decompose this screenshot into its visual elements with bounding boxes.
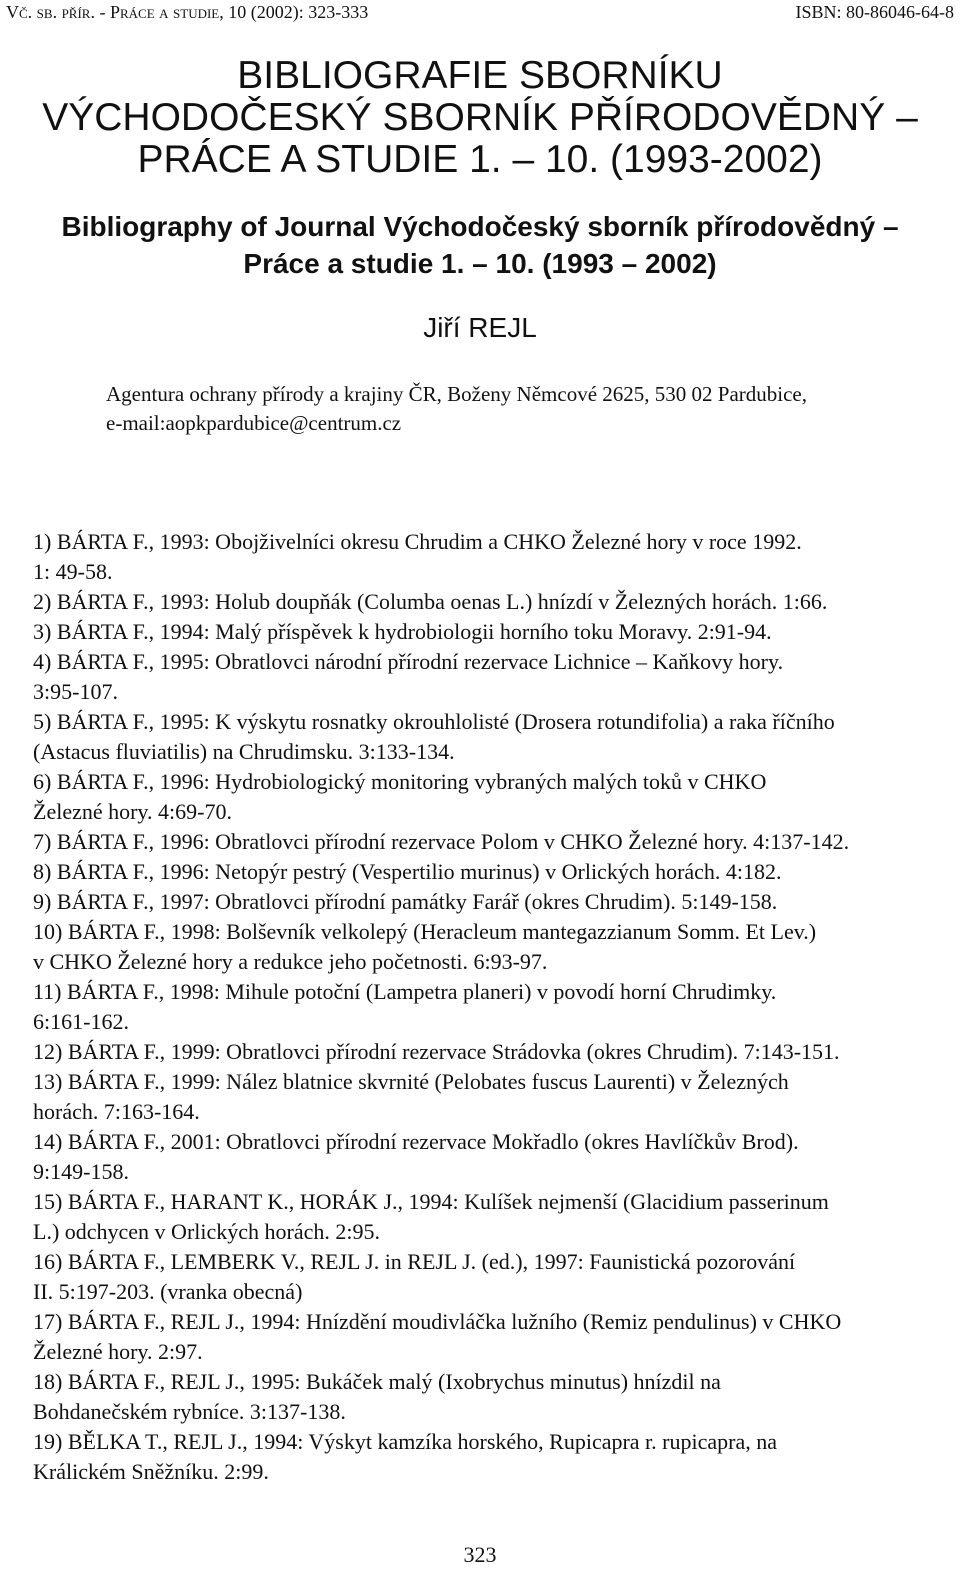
reference-entry [33, 1247, 957, 1307]
reference-continuation: 9:149-158. [33, 1159, 129, 1184]
reference-line: 3) BÁRTA F., 1994: Malý příspěvek k hydrobiologii horního toku Moravy. 2:91-94. [33, 619, 772, 644]
affiliation-line-1: Agentura ochrany přírody a krajiny ČR, Boženy Němcové 2625, 530 02 Pardubice, [106, 382, 807, 406]
running-head [0, 2, 960, 28]
english-title-line-2: Práce a studie 1. – 10. (1993 – 2002) [243, 248, 717, 279]
reference-line: 6) BÁRTA F., 1996: Hydrobiologický monitoring vybraných malých toků v CHKO [33, 769, 767, 794]
reference-line: 1) BÁRTA F., 1993: Obojživelníci okresu Chrudim a CHKO Železné hory v roce 1992. [33, 529, 802, 554]
reference-continuation: horách. 7:163-164. [33, 1099, 200, 1124]
czech-title [0, 55, 960, 181]
title-line-1: BIBLIOGRAFIE SBORNÍKU [237, 54, 723, 97]
journal-citation: Vč. sb. přír. - Práce a studie, 10 (2002): 323-333 [6, 2, 369, 22]
reference-entry [33, 857, 957, 887]
reference-line: 12) BÁRTA F., 1999: Obratlovci přírodní rezervace Strádovka (okres Chrudim). 7:143-151. [33, 1039, 840, 1064]
title-line-3: PRÁCE A STUDIE 1. – 10. (1993-2002) [137, 138, 823, 181]
reference-entry [33, 1367, 957, 1427]
reference-line: 16) BÁRTA F., LEMBERK V., REJL J. in REJL J. (ed.), 1997: Faunistická pozorování [33, 1249, 796, 1274]
reference-continuation: 1: 49-58. [33, 559, 113, 584]
reference-list [33, 527, 957, 1487]
reference-continuation: 6:161-162. [33, 1009, 129, 1034]
reference-entry [33, 917, 957, 977]
title-line-2: VÝCHODOČESKÝ SBORNÍK PŘÍRODOVĚDNÝ – [42, 96, 918, 139]
reference-line: 10) BÁRTA F., 1998: Bolševník velkolepý (Heracleum mantegazzianum Somm. Et Lev.) [33, 919, 817, 944]
reference-continuation: v CHKO Železné hory a redukce jeho početnosti. 6:93-97. [33, 949, 548, 974]
reference-entry [33, 647, 957, 707]
reference-entry [33, 887, 957, 917]
reference-entry [33, 1187, 957, 1247]
affiliation-line-2: e-mail:aopkpardubice@centrum.cz [106, 411, 402, 435]
affiliation [106, 380, 926, 438]
reference-entry [33, 767, 957, 827]
english-title-line-1: Bibliography of Journal Východočeský sborník přírodovědný – [61, 211, 899, 242]
reference-entry [33, 617, 957, 647]
reference-entry [33, 707, 957, 767]
reference-entry [33, 1067, 957, 1127]
reference-entry [33, 827, 957, 857]
reference-entry [33, 587, 957, 617]
reference-line: 17) BÁRTA F., REJL J., 1994: Hnízdění moudivláčka lužního (Remiz pendulinus) v CHKO [33, 1309, 842, 1334]
reference-line: 7) BÁRTA F., 1996: Obratlovci přírodní rezervace Polom v CHKO Železné hory. 4:137-142. [33, 829, 850, 854]
reference-continuation: Bohdanečském rybníce. 3:137-138. [33, 1399, 346, 1424]
reference-line: 9) BÁRTA F., 1997: Obratlovci přírodní památky Farář (okres Chrudim). 5:149-158. [33, 889, 778, 914]
reference-line: 19) BĚLKA T., REJL J., 1994: Výskyt kamzíka horského, Rupicapra r. rupicapra, na [33, 1429, 777, 1454]
reference-continuation: L.) odchycen v Orlických horách. 2:95. [33, 1219, 380, 1244]
page-number: 323 [463, 1542, 497, 1567]
reference-entry [33, 1307, 957, 1367]
isbn: ISBN: 80-86046-64-8 [795, 2, 954, 22]
reference-line: 13) BÁRTA F., 1999: Nález blatnice skvrnité (Pelobates fuscus Laurenti) v Železných [33, 1069, 789, 1094]
reference-continuation: Králickém Sněžníku. 2:99. [33, 1459, 269, 1484]
reference-continuation: 3:95-107. [33, 679, 118, 704]
reference-entry [33, 527, 957, 587]
reference-line: 14) BÁRTA F., 2001: Obratlovci přírodní rezervace Mokřadlo (okres Havlíčkův Brod). [33, 1129, 799, 1154]
reference-line: 5) BÁRTA F., 1995: K výskytu rosnatky okrouhlolisté (Drosera rotundifolia) a raka říčního [33, 709, 835, 734]
reference-line: 4) BÁRTA F., 1995: Obratlovci národní přírodní rezervace Lichnice – Kaňkovy hory. [33, 649, 784, 674]
reference-entry [33, 1127, 957, 1187]
reference-line: 18) BÁRTA F., REJL J., 1995: Bukáček malý (Ixobrychus minutus) hnízdil na [33, 1369, 721, 1394]
reference-continuation: (Astacus fluviatilis) na Chrudimsku. 3:133-134. [33, 739, 455, 764]
reference-line: 15) BÁRTA F., HARANT K., HORÁK J., 1994: Kulíšek nejmenší (Glacidium passerinum [33, 1189, 829, 1214]
english-title [0, 208, 960, 282]
reference-line: 11) BÁRTA F., 1998: Mihule potoční (Lampetra planeri) v povodí horní Chrudimky. [33, 979, 777, 1004]
reference-continuation: Železné hory. 4:69-70. [33, 799, 232, 824]
reference-entry [33, 977, 957, 1037]
reference-line: 2) BÁRTA F., 1993: Holub doupňák (Columba oenas L.) hnízdí v Železných horách. 1:66. [33, 589, 828, 614]
reference-entry [33, 1427, 957, 1487]
reference-line: 8) BÁRTA F., 1996: Netopýr pestrý (Vespertilio murinus) v Orlických horách. 4:182. [33, 859, 782, 884]
reference-continuation: II. 5:197-203. (vranka obecná) [33, 1279, 303, 1304]
reference-continuation: Železné hory. 2:97. [33, 1339, 203, 1364]
reference-entry [33, 1037, 957, 1067]
author-name: Jiří REJL [423, 312, 537, 343]
